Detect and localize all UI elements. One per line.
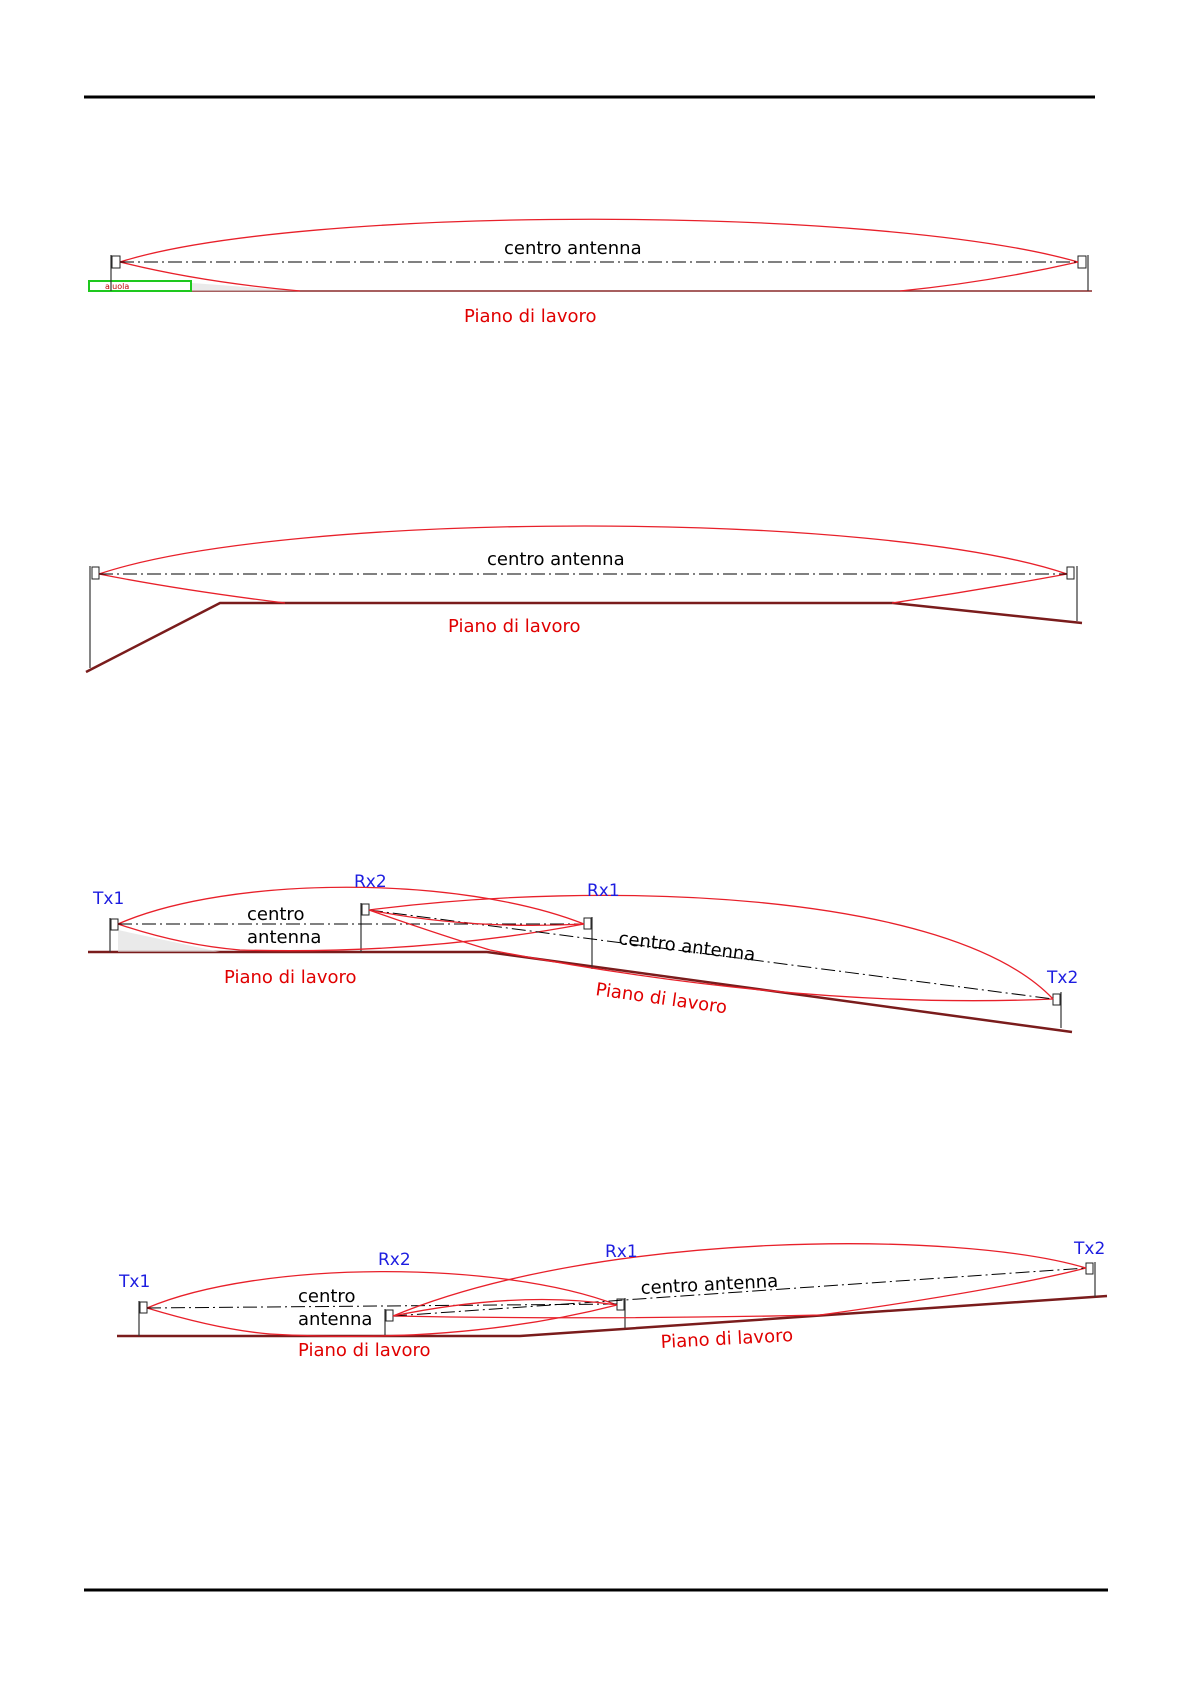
- rx2-antenna-icon: [362, 904, 369, 915]
- rx1-antenna-icon: [584, 918, 591, 929]
- beam1-upper: [147, 1272, 617, 1308]
- diagram-downhill-pair: [88, 872, 1078, 1032]
- axis2-label: centro antenna: [617, 928, 757, 966]
- plane1-label: Piano di lavoro: [224, 967, 357, 988]
- flower-bed-label: aiuola: [105, 282, 130, 291]
- rx2-label: Rx2: [354, 872, 387, 892]
- diagram-uphill-pair: [117, 1239, 1107, 1361]
- beam1-upper: [118, 887, 584, 924]
- axis1-label-line2: antenna: [247, 927, 322, 948]
- axis1-label-line1: centro: [247, 904, 305, 925]
- rx2-label: Rx2: [378, 1250, 411, 1270]
- plane1-label: Piano di lavoro: [298, 1340, 431, 1361]
- beam-lower-right: [892, 574, 1067, 603]
- axis1-label-line1: centro: [298, 1286, 356, 1307]
- diagram-flat-ground: [88, 219, 1092, 327]
- ground-profile: [88, 952, 1072, 1032]
- tx2-antenna-icon: [1053, 994, 1060, 1005]
- shaded-wedge: [118, 930, 220, 952]
- tx1-antenna-icon: [140, 1302, 147, 1313]
- tx1-label: Tx1: [119, 1272, 151, 1292]
- axis-label: centro antenna: [504, 238, 642, 259]
- tx2-antenna-icon: [1086, 1263, 1093, 1274]
- antenna-right-icon: [1067, 567, 1074, 579]
- antenna-left-icon: [112, 256, 120, 268]
- rx1-label: Rx1: [605, 1242, 638, 1262]
- axis-label: centro antenna: [487, 549, 625, 570]
- tx1-antenna-icon: [111, 919, 118, 930]
- beam1-lower: [147, 1305, 617, 1336]
- axis2-label: centro antenna: [640, 1270, 779, 1299]
- plane-label: Piano di lavoro: [448, 616, 581, 637]
- tx1-label: Tx1: [93, 889, 125, 909]
- plane2-label: Piano di lavoro: [594, 979, 729, 1019]
- ground-profile: [86, 603, 1082, 672]
- plane2-label: Piano di lavoro: [660, 1325, 794, 1353]
- plane-label: Piano di lavoro: [464, 306, 597, 327]
- diagram-raised-plane: [86, 526, 1082, 672]
- beam-lower-right: [900, 262, 1078, 291]
- tx2-label: Tx2: [1074, 1239, 1106, 1259]
- axis1-label-line2: antenna: [298, 1309, 373, 1330]
- antenna-right-icon: [1078, 256, 1086, 268]
- ground-profile: [117, 1296, 1107, 1336]
- axis1: [147, 1304, 617, 1308]
- antenna-left-icon: [92, 567, 99, 579]
- rx1-label: Rx1: [587, 881, 620, 901]
- rx2-antenna-icon: [386, 1310, 393, 1321]
- beam-cross: [369, 910, 584, 925]
- beam-lower-left: [99, 574, 285, 603]
- tx2-label: Tx2: [1047, 968, 1079, 988]
